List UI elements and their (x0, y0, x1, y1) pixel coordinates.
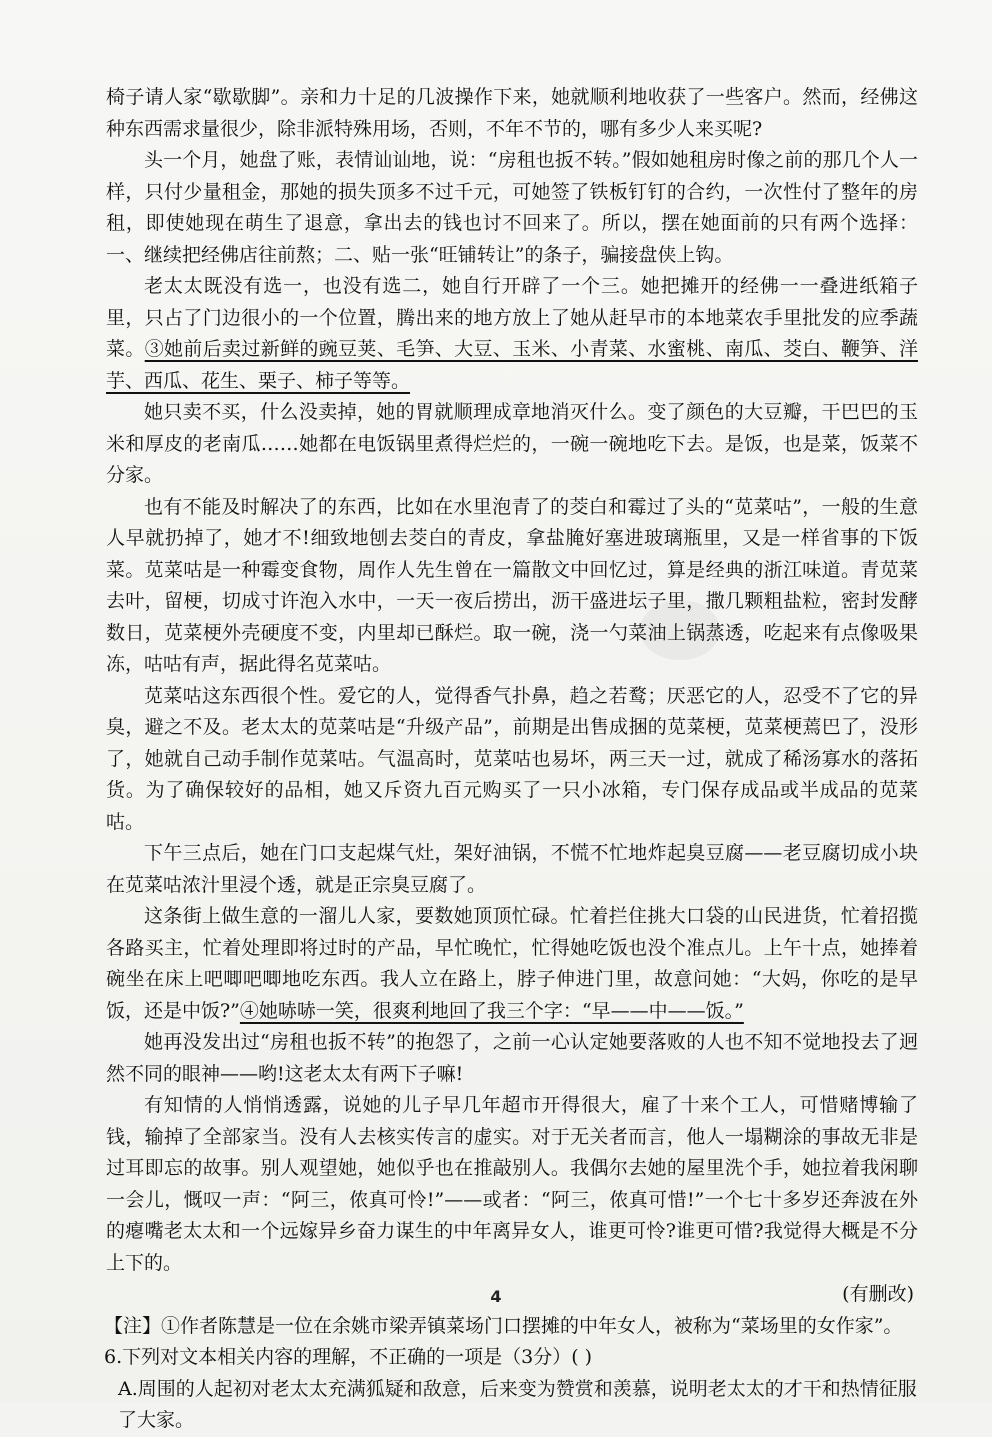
paragraph-3 (106, 271, 918, 397)
paragraph-1: 椅子请人家“歇歇脚”。亲和力十足的几波操作下来，她就顺利地收获了一些客户。然而，经佛这种东西需求量很少，除非派特殊用场，否则，不年不节的，哪有多少人来买呢? (106, 86, 918, 140)
article-body (106, 82, 918, 1437)
option-a: A.周围的人起初对老太太充满狐疑和敌意，后来变为赞赏和羡慕，说明老太太的才干和热情征服了大家。 (118, 1377, 917, 1431)
paragraph-8-text: 这条街上做生意的一溜儿人家，要数她顶顶忙碌。忙着拦住挑大口袋的山民进货，忙着招揽各路买主，忙着处理即将过时的产品，早忙晚忙，忙得她吃饭也没个准点儿。上午十点，她捧着碗坐在床上吧唧吧唧地吃东西。我人立在路上，脖子伸进门里，故意问她：“大妈，你吃的是早饭，还是中饭?” (106, 905, 918, 1022)
paragraph-4: 她只卖不买，什么没卖掉，她的胃就顺理成章地消灭什么。变了颜色的大豆瓣，干巴巴的玉米和厚皮的老南瓜……她都在电饭锅里煮得烂烂的，一碗一碗地吃下去。是饭，也是菜，饭菜不分家。 (106, 401, 918, 486)
paragraph-6: 苋菜咕这东西很个性。爱它的人，觉得香气扑鼻，趋之若鹜；厌恶它的人，忍受不了它的异臭，避之不及。老太太的苋菜咕是“升级产品”，前期是出售成捆的苋菜梗，苋菜梗蔫巴了，没形了，她就自己动手制作苋菜咕。气温高时，苋菜咕也易坏，两三天一过，就成了稀汤寡水的落拓货。为了确保较好的品相，她又斥资九百元购买了一只小冰箱，专门保存成品或半成品的苋菜咕。 (106, 684, 918, 833)
edit-note: (有删改) (842, 1283, 914, 1305)
paragraph-5: 也有不能及时解决了的东西，比如在水里泡青了的茭白和霉过了头的“苋菜咕”，一般的生意人早就扔掉了，她才不!细致地刨去茭白的青皮，拿盐腌好塞进玻璃瓶里，又是一样省事的下饭菜。苋菜咕是一种霉变食物，周作人先生曾在一篇散文中回忆过，算是经典的浙江味道。青苋菜去叶，留梗，切成寸许泡入水中，一天一夜后捞出，沥干盛进坛子里，撒几颗粗盐粒，密封发酵数日，苋菜梗外壳硬度不变，内里却已酥烂。取一碗，浇一勺菜油上锅蒸透，吃起来有点像吸果冻，咕咕有声，据此得名苋菜咕。 (106, 495, 918, 675)
page-number: 4 (490, 1287, 502, 1306)
underlined-sentence-3: ③她前后卖过新鲜的豌豆荚、毛笋、大豆、玉米、小青菜、水蜜桃、南瓜、茭白、鞭笋、洋芋、西瓜、花生、栗子、柿子等等。 (106, 338, 918, 392)
paragraph-9: 她再没发出过“房租也扳不转”的抱怨了，之前一心认定她要落败的人也不知不觉地投去了迥然不同的眼神——哟!这老太太有两下子嘛! (106, 1031, 918, 1085)
underlined-sentence-4: ④她哧哧一笑，很爽利地回了我三个字：“早——中——饭。” (239, 999, 744, 1022)
question-6: 6.下列对文本相关内容的理解，不正确的一项是（3分）( ) (104, 1346, 593, 1368)
footnote: 【注】①作者陈慧是一位在余姚市梁弄镇菜场门口摆摊的中年女人，被称为“菜场里的女作家”。 (104, 1314, 903, 1337)
paragraph-2: 头一个月，她盘了账，表情讪讪地，说：“房租也扳不转。”假如她租房时像之前的那几个人一样，只付少量租金，那她的损失顶多不过千元，可她签了铁板钉钉的合约，一次性付了整年的房租，即使她现在萌生了退意，拿出去的钱也讨不回来了。所以，摆在她面前的只有两个选择：一、继续把经佛店往前熬；二、贴一张“旺铺转让”的条子，骗接盘侠上钩。 (106, 149, 918, 266)
paragraph-7: 下午三点后，她在门口支起煤气灶，架好油锅，不慌不忙地炸起臭豆腐——老豆腐切成小块在苋菜咕浓汁里浸个透，就是正宗臭豆腐了。 (106, 842, 918, 896)
paragraph-10: 有知情的人悄悄透露，说她的儿子早几年超市开得很大，雇了十来个工人，可惜赌博输了钱，输掉了全部家当。没有人去核实传言的虚实。对于无关者而言，他人一塌糊涂的事故无非是过耳即忘的故事。别人观望她，她似乎也在推敲别人。我偶尔去她的屋里洗个手，她拉着我闲聊一会儿，慨叹一声：“阿三，侬真可怜!”——或者：“阿三，侬真可惜!”一个七十多岁还奔波在外的瘪嘴老太太和一个远嫁异乡奋力谋生的中年离异女人，谁更可怜?谁更可惜?我觉得大概是不分上下的。 (106, 1094, 918, 1274)
paragraph-3-text: 老太太既没有选一，也没有选二，她自行开辟了一个三。她把摊开的经佛一一叠进纸箱子里，只占了门边很小的一个位置，腾出来的地方放上了她从赶早市的本地菜农手里批发的应季蔬菜。 (106, 275, 918, 360)
paragraph-8 (106, 901, 918, 1027)
